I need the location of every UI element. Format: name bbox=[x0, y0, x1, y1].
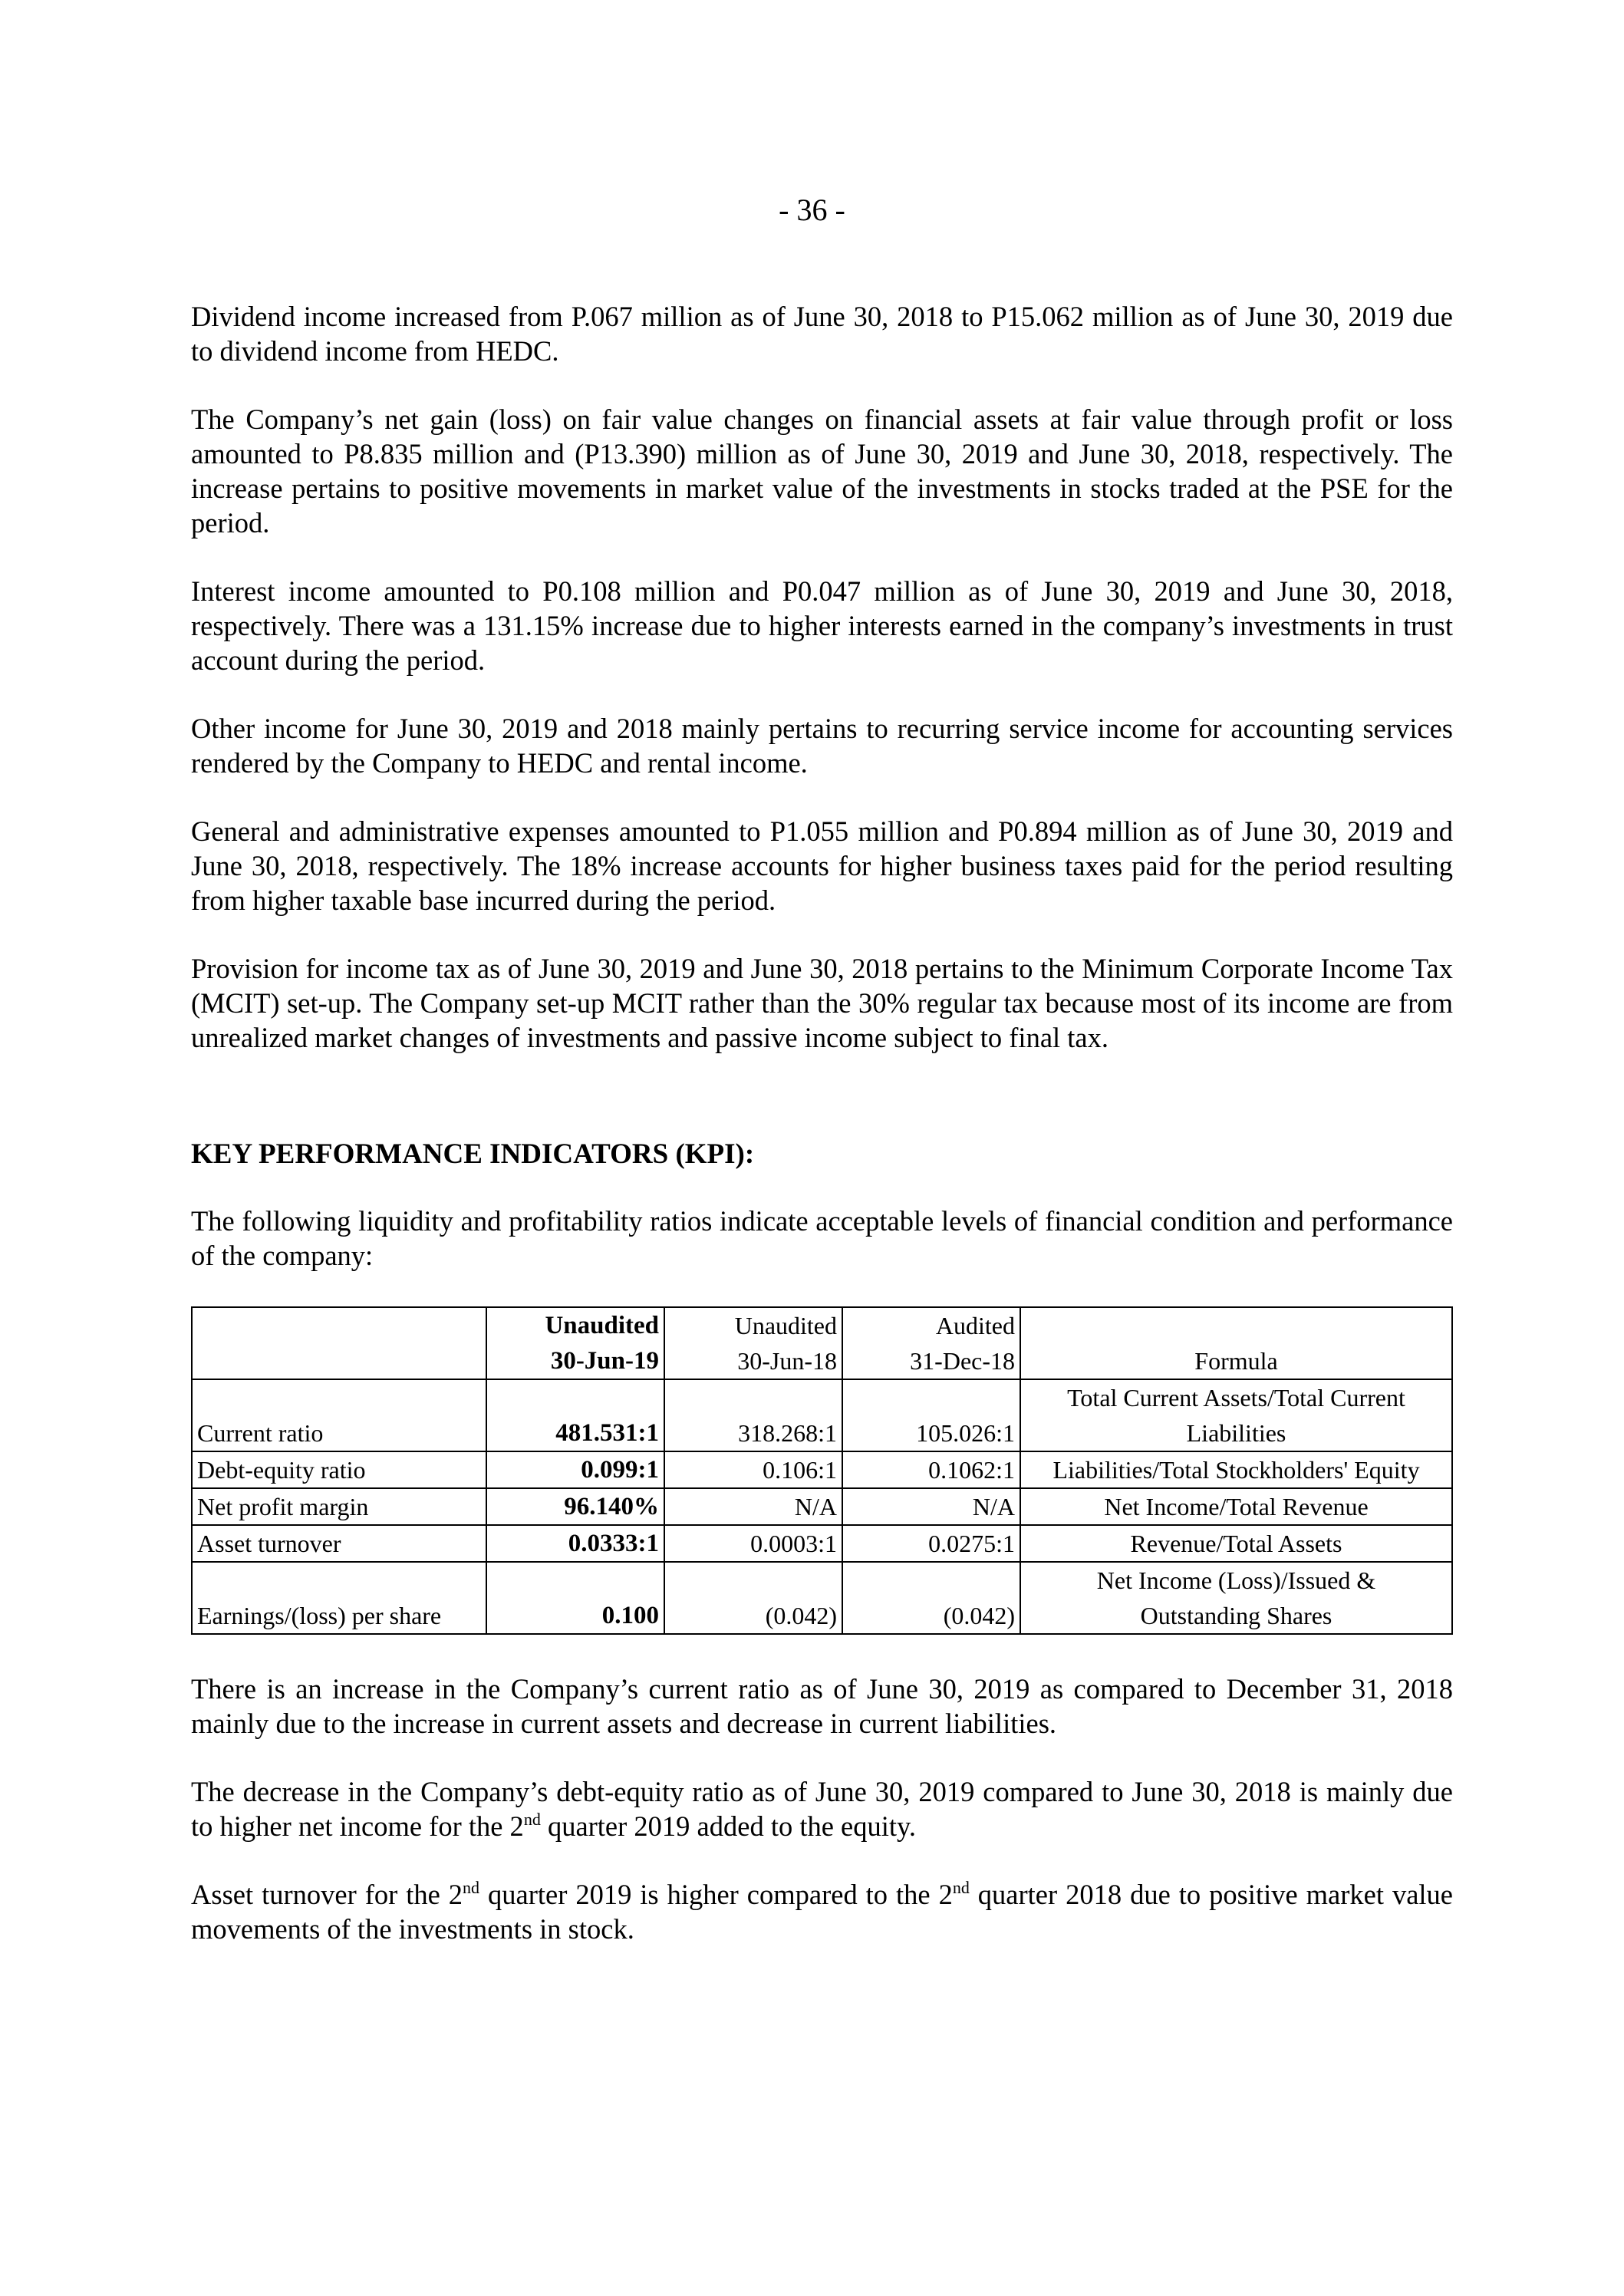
header-unaudited-2018 bbox=[664, 1307, 842, 1379]
value-dec-2018: 0.0275:1 bbox=[842, 1525, 1020, 1562]
value-dec-2018: (0.042) bbox=[842, 1562, 1020, 1634]
table-row-asset-turnover bbox=[192, 1525, 1452, 1562]
ordinal-suffix: nd bbox=[952, 1878, 970, 1897]
header-col1-date: 30-Jun-19 bbox=[550, 1347, 659, 1375]
paragraph-fair-value-gain: The Company’s net gain (loss) on fair value changes on financial assets at fair value through profit or loss amounted to P8.835 million and (P13.390) million as of June 30, 2019 and June 30, 2018, respectively. The increase pertains to positive movements in market value of the investments in stocks traded at the PSE for the period. bbox=[191, 404, 1453, 539]
paragraph-dividend-income: Dividend income increased from P.067 million as of June 30, 2018 to P15.062 million as of June 30, 2019 due to dividend income from HEDC. bbox=[191, 301, 1453, 367]
value-2019: 0.099:1 bbox=[486, 1451, 664, 1488]
value-jun-2018: N/A bbox=[664, 1488, 842, 1525]
formula-cell: Net Income/Total Revenue bbox=[1020, 1488, 1452, 1525]
header-col3-status: Audited bbox=[935, 1312, 1015, 1339]
paragraph-admin-expenses: General and administrative expenses amounted to P1.055 million and P0.894 million as of June 30, 2019 and June 30, 2018, respectively. The 18% increase accounts for higher business taxes paid for the period resulting from higher taxable base incurred during the period. bbox=[191, 815, 1453, 916]
value-2019: 481.531:1 bbox=[486, 1379, 664, 1451]
kpi-intro: The following liquidity and profitability ratios indicate acceptable levels of financial condition and performance of the company: bbox=[191, 1205, 1453, 1271]
formula-cell: Liabilities/Total Stockholders' Equity bbox=[1020, 1451, 1452, 1488]
formula-line-2: Liabilities bbox=[1186, 1419, 1286, 1447]
formula-line-2: Outstanding Shares bbox=[1140, 1602, 1332, 1629]
ordinal-suffix: nd bbox=[463, 1878, 480, 1897]
table-row-earnings-per-share bbox=[192, 1562, 1452, 1634]
paragraph-income-tax: Provision for income tax as of June 30, 2019 and June 30, 2018 pertains to the Minimum Corporate Income Tax (MCIT) set-up. The Company set-up MCIT rather than the 30% regular tax because most of its income are from unrealized market changes of investments and passive income subject to final tax. bbox=[191, 953, 1453, 1053]
row-label: Earnings/(loss) per share bbox=[192, 1562, 486, 1634]
value-jun-2018: (0.042) bbox=[664, 1562, 842, 1634]
text-segment: The decrease in the Company’s debt-equity ratio as of June 30, 2019 compared to June 30, 2018 is mainly due to higher net income for the 2 bbox=[191, 1776, 1453, 1842]
kpi-table bbox=[191, 1306, 1453, 1635]
row-label: Net profit margin bbox=[192, 1488, 486, 1525]
value-jun-2018: 318.268:1 bbox=[664, 1379, 842, 1451]
table-row-debt-equity bbox=[192, 1451, 1452, 1488]
text-segment: quarter 2018 due to positive market value movements of the investments in stock. bbox=[191, 1879, 1453, 1945]
value-dec-2018: 105.026:1 bbox=[842, 1379, 1020, 1451]
document-body bbox=[191, 299, 1453, 1980]
paragraph-interest-income: Interest income amounted to P0.108 million and P0.047 million as of June 30, 2019 and June 30, 2018, respectively. There was a 131.15% increase due to higher interests earned in the company’s investments in trust account during the period. bbox=[191, 575, 1453, 676]
text-segment: quarter 2019 added to the equity. bbox=[540, 1810, 917, 1842]
header-empty-cell bbox=[192, 1307, 486, 1379]
paragraph-other-income: Other income for June 30, 2019 and 2018 mainly pertains to recurring service income for accounting services rendered by the Company to HEDC and rental income. bbox=[191, 713, 1453, 779]
formula-line-1: Net Income (Loss)/Issued & bbox=[1096, 1566, 1376, 1594]
page-number: - 36 - bbox=[779, 193, 845, 227]
header-unaudited-2019 bbox=[486, 1307, 664, 1379]
formula-cell bbox=[1020, 1562, 1452, 1634]
formula-line-1: Total Current Assets/Total Current bbox=[1067, 1384, 1405, 1412]
value-2019: 0.100 bbox=[486, 1562, 664, 1634]
value-2019: 96.140% bbox=[486, 1488, 664, 1525]
header-col2-status: Unaudited bbox=[734, 1312, 837, 1339]
table-row-current-ratio bbox=[192, 1379, 1452, 1451]
row-label: Debt-equity ratio bbox=[192, 1451, 486, 1488]
header-formula: Formula bbox=[1020, 1307, 1452, 1379]
value-dec-2018: 0.1062:1 bbox=[842, 1451, 1020, 1488]
paragraph-current-ratio-analysis: There is an increase in the Company’s current ratio as of June 30, 2019 as compared to December 31, 2018 mainly due to the increase in current assets and decrease in current liabilities. bbox=[191, 1673, 1453, 1739]
paragraph-asset-turnover-analysis bbox=[191, 1877, 1453, 1946]
kpi-heading: KEY PERFORMANCE INDICATORS (KPI): bbox=[191, 1138, 755, 1170]
formula-cell bbox=[1020, 1379, 1452, 1451]
header-col3-date: 31-Dec-18 bbox=[910, 1347, 1015, 1375]
value-jun-2018: 0.106:1 bbox=[664, 1451, 842, 1488]
table-row-net-profit-margin bbox=[192, 1488, 1452, 1525]
header-audited-dec-2018 bbox=[842, 1307, 1020, 1379]
row-label: Asset turnover bbox=[192, 1525, 486, 1562]
kpi-table-header-row bbox=[192, 1307, 1452, 1379]
formula-cell: Revenue/Total Assets bbox=[1020, 1525, 1452, 1562]
header-col1-status: Unaudited bbox=[545, 1312, 659, 1339]
text-segment: Asset turnover for the 2 bbox=[191, 1879, 463, 1910]
text-segment: quarter 2019 is higher compared to the 2 bbox=[479, 1879, 953, 1910]
row-label: Current ratio bbox=[192, 1379, 486, 1451]
ordinal-suffix: nd bbox=[523, 1810, 541, 1829]
header-col2-date: 30-Jun-18 bbox=[737, 1347, 837, 1375]
value-jun-2018: 0.0003:1 bbox=[664, 1525, 842, 1562]
paragraph-debt-equity-analysis bbox=[191, 1774, 1453, 1843]
value-dec-2018: N/A bbox=[842, 1488, 1020, 1525]
value-2019: 0.0333:1 bbox=[486, 1525, 664, 1562]
